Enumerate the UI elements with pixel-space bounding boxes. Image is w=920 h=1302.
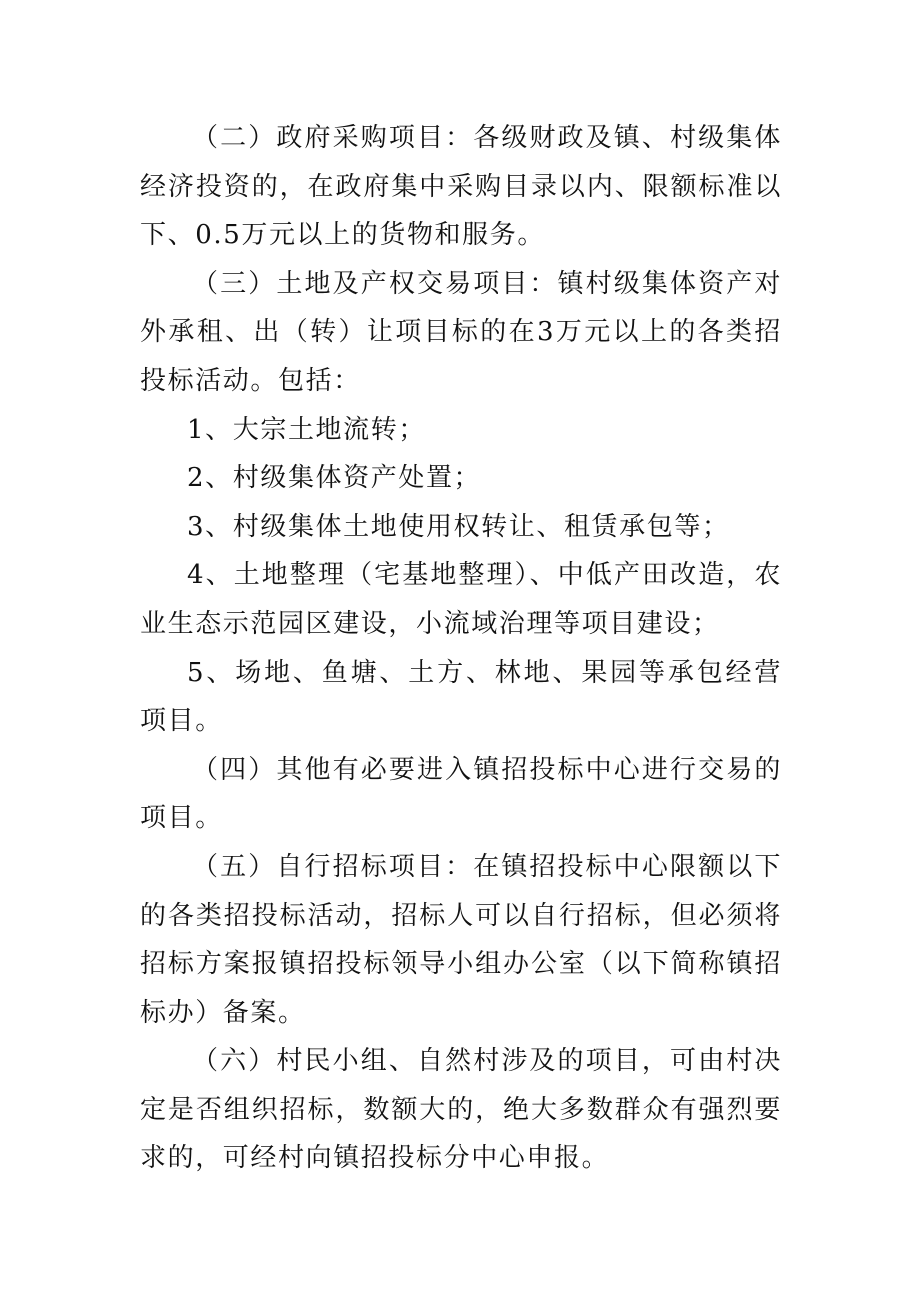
section-paragraph-2: （二）政府采购项目：各级财政及镇、村级集体经济投资的，在政府集中采购目录以内、限额标准以下、0.5万元以上的货物和服务。 <box>140 123 782 251</box>
list-item-3: 3、村级集体土地使用权转让、租赁承包等； <box>187 511 730 542</box>
section-paragraph-4: （四）其他有必要进入镇招投标中心进行交易的项目。 <box>140 754 782 834</box>
list-item-2: 2、村级集体资产处置； <box>187 463 482 494</box>
list-item-4: 4、土地整理（宅基地整理）、中低产田改造，农业生态示范园区建设，小流域治理等项目建设； <box>140 560 782 639</box>
list-item-5: 5、场地、鱼塘、土方、林地、果园等承包经营项目。 <box>140 657 782 737</box>
list-item-1: 1、大宗土地流转； <box>187 414 426 445</box>
section-paragraph-3: （三）土地及产权交易项目：镇村级集体资产对外承租、出（转）让项目标的在3万元以上的各类招投标活动。包括： <box>140 268 782 396</box>
section-paragraph-5: （五）自行招标项目：在镇招投标中心限额以下的各类招投标活动，招标人可以自行招标，但必须将招标方案报镇招投标领导小组办公室（以下简称镇招标办）备案。 <box>140 851 782 1028</box>
document-page <box>140 114 782 1183</box>
section-paragraph-6: （六）村民小组、自然村涉及的项目，可由村决定是否组织招标，数额大的，绝大多数群众有强烈要求的，可经村向镇招投标分中心申报。 <box>140 1046 782 1174</box>
